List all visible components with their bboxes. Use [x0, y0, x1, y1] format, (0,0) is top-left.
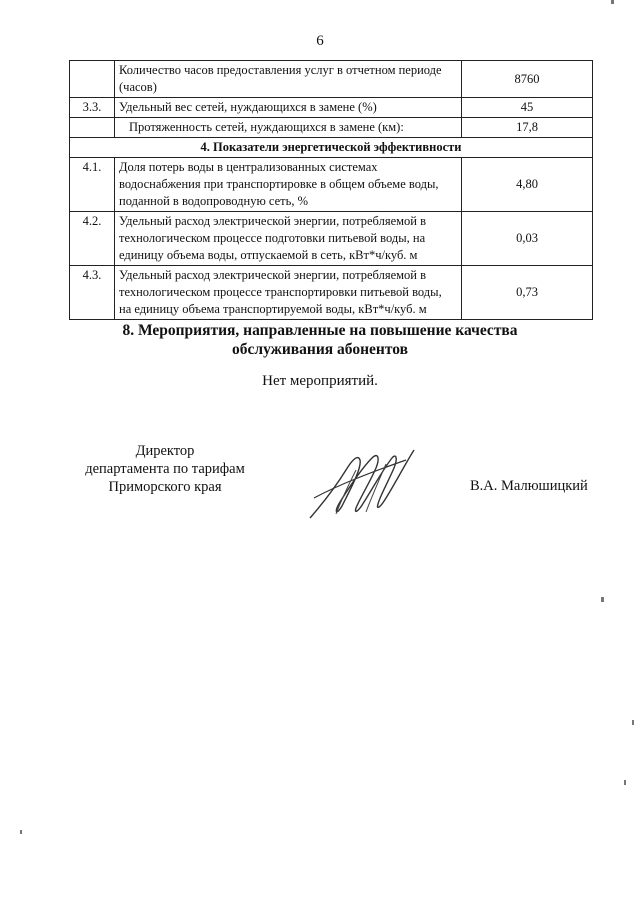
table-row — [70, 266, 593, 320]
page-number: 6 — [316, 33, 324, 49]
scan-speck — [20, 830, 22, 834]
row-description: Удельный вес сетей, нуждающихся в замене (%) — [115, 98, 462, 118]
section-8-heading-line2: обслуживания абонентов — [232, 341, 408, 358]
row-value: 0,03 — [462, 212, 593, 266]
table-row — [70, 118, 593, 138]
scan-speck — [611, 0, 614, 4]
signer-title — [70, 442, 260, 496]
handwritten-signature — [306, 446, 418, 522]
table-section-title: 4. Показатели энергетической эффективности — [70, 138, 593, 158]
table-body — [70, 61, 593, 320]
row-description: Доля потерь воды в централизованных системах водоснабжения при транспортировке в общем объеме воды, поданной в водопроводную сеть, % — [115, 158, 462, 212]
table-row — [70, 61, 593, 98]
row-description: Количество часов предоставления услуг в отчетном периоде (часов) — [115, 61, 462, 98]
row-number: 4.1. — [70, 158, 115, 212]
scan-speck — [632, 720, 634, 725]
signer-name: В.А. Малюшицкий — [470, 478, 588, 494]
no-measures-text: Нет мероприятий. — [262, 373, 378, 389]
scan-speck — [601, 597, 604, 602]
scan-speck — [624, 780, 626, 785]
table-section-row — [70, 138, 593, 158]
row-value: 4,80 — [462, 158, 593, 212]
row-description: Протяженность сетей, нуждающихся в замене (км): — [115, 118, 462, 138]
row-value: 45 — [462, 98, 593, 118]
row-number — [70, 118, 115, 138]
row-number: 4.3. — [70, 266, 115, 320]
indicators-table — [69, 60, 593, 320]
table-row — [70, 158, 593, 212]
section-8-heading — [0, 321, 640, 359]
row-value: 17,8 — [462, 118, 593, 138]
section-8-heading-line1: 8. Мероприятия, направленные на повышение качества — [122, 322, 518, 339]
row-value: 0,73 — [462, 266, 593, 320]
signer-title-line1: Директор — [135, 443, 195, 459]
row-number — [70, 61, 115, 98]
table-row — [70, 212, 593, 266]
row-description: Удельный расход электрической энергии, потребляемой в технологическом процессе подготовки питьевой воды, на единицу объема воды, отпускаемой в сеть, кВт*ч/куб. м — [115, 212, 462, 266]
row-description: Удельный расход электрической энергии, потребляемой в технологическом процессе транспортировки питьевой воды, на единицу объема транспортируемой воды, кВт*ч/куб. м — [115, 266, 462, 320]
signer-title-line2: департамента по тарифам — [85, 461, 245, 477]
row-number: 4.2. — [70, 212, 115, 266]
row-value: 8760 — [462, 61, 593, 98]
table-row — [70, 98, 593, 118]
signer-title-line3: Приморского края — [108, 479, 222, 495]
row-number: 3.3. — [70, 98, 115, 118]
